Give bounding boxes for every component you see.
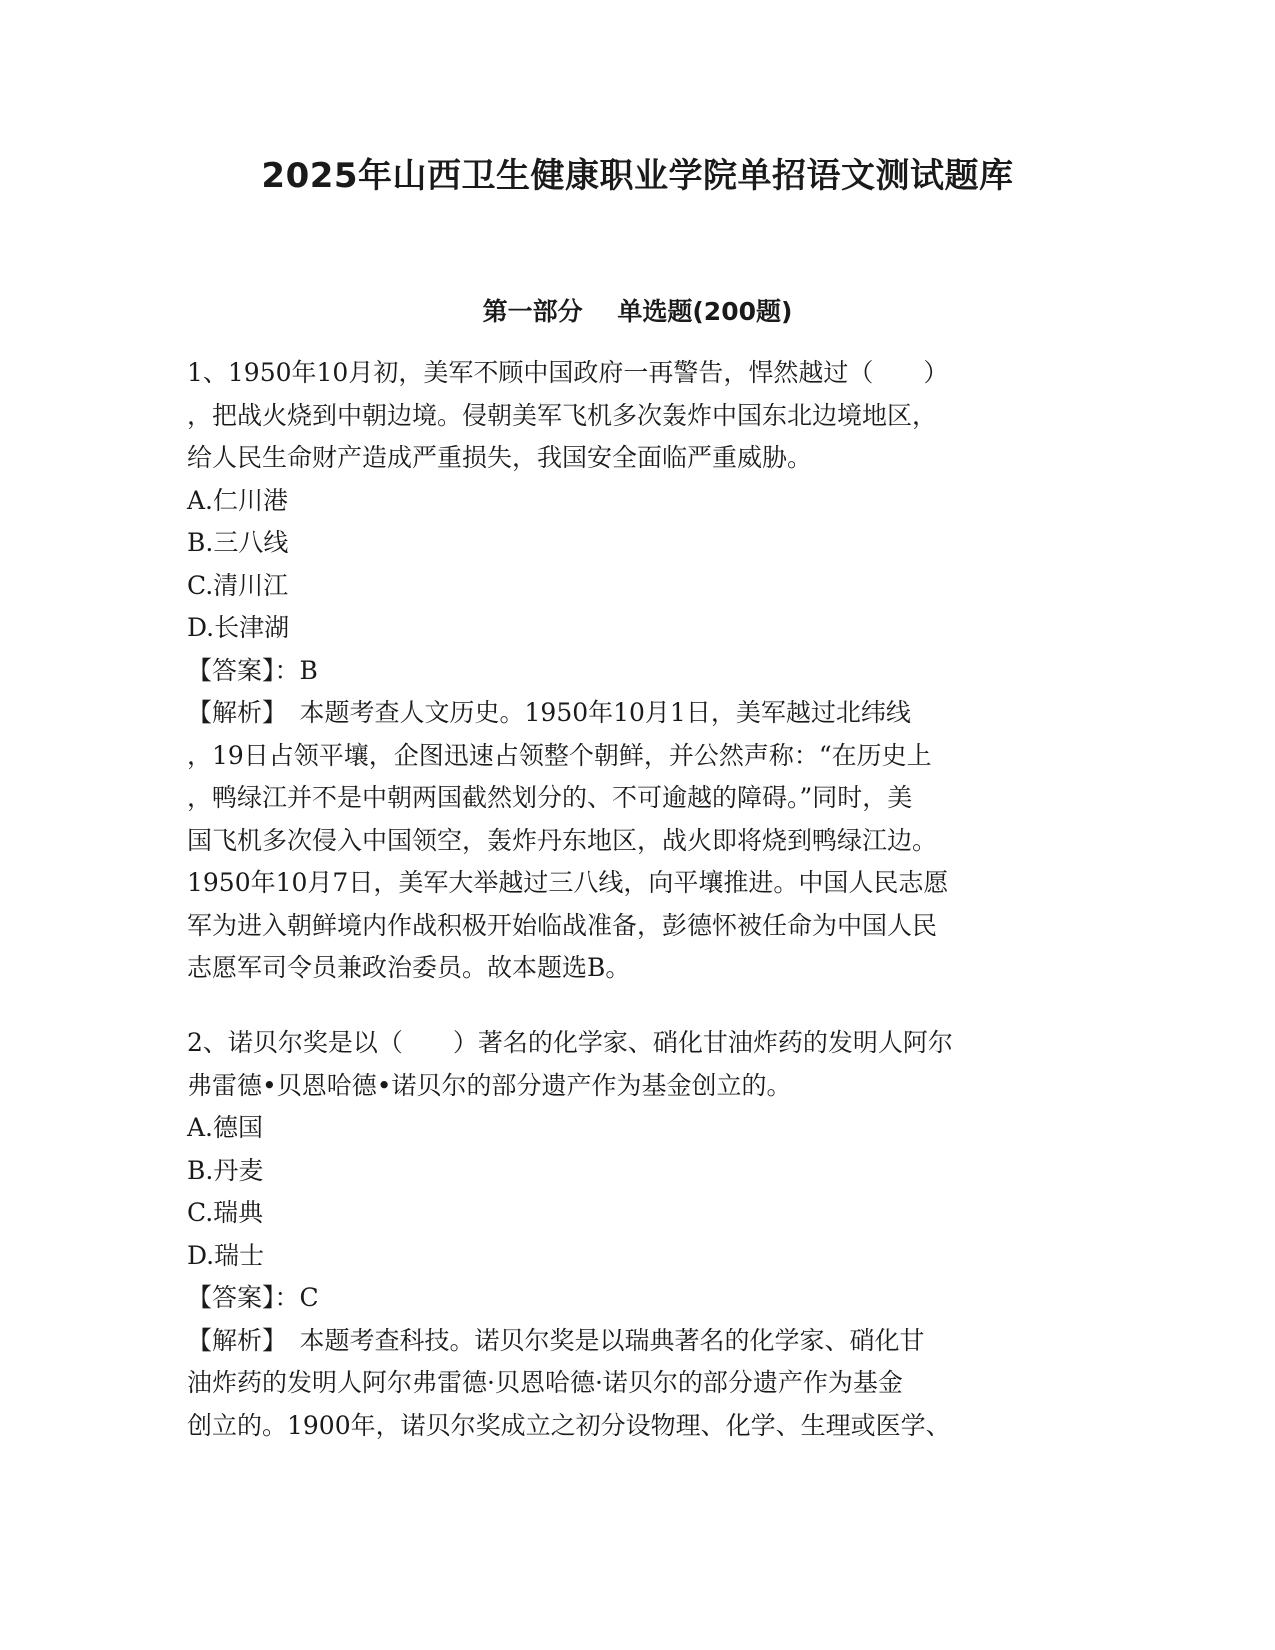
option-d: D.长津湖 bbox=[187, 613, 290, 642]
question-stem-line: 弗雷德•贝恩哈德•诺贝尔的部分遗产作为基金创立的。 bbox=[187, 1070, 792, 1100]
question-stem-line: 2、诺贝尔奖是以（ ）著名的化学家、硝化甘油炸药的发明人阿尔 bbox=[187, 1028, 953, 1057]
analysis-line: 创立的。1900年，诺贝尔奖成立之初分设物理、化学、生理或医学、 bbox=[187, 1410, 951, 1440]
option-b: B.三八线 bbox=[187, 528, 289, 557]
analysis-line: 油炸药的发明人阿尔弗雷德·贝恩哈德·诺贝尔的部分遗产作为基金 bbox=[187, 1368, 903, 1397]
answer-line: 【答案】：C bbox=[187, 1283, 319, 1312]
answer-line: 【答案】：B bbox=[187, 655, 318, 685]
document-title: 2025年山西卫生健康职业学院单招语文测试题库 bbox=[261, 156, 1014, 196]
analysis-line: 军为进入朝鲜境内作战积极开始临战准备，彭德怀被任命为中国人民 bbox=[187, 910, 938, 940]
analysis-line: 1950年10月7日，美军大举越过三八线，向平壤推进。中国人民志愿 bbox=[187, 868, 949, 897]
option-c: C.清川江 bbox=[187, 570, 289, 600]
analysis-line: ，19日占领平壤，企图迅速占领整个朝鲜，并公然声称：“在历史上 bbox=[187, 740, 932, 770]
question-stem-line: ，把战火烧到中朝边境。侵朝美军飞机多次轰炸中国东北边境地区， bbox=[187, 400, 938, 430]
question-stem-line: 给人民生命财产造成严重损失，我国安全面临严重威胁。 bbox=[187, 443, 813, 472]
option-d: D.瑞士 bbox=[187, 1240, 265, 1270]
question-2 bbox=[187, 1022, 1087, 1447]
question-stem-line: 1、1950年10月初，美军不顾中国政府一再警告，悍然越过（ ） bbox=[187, 358, 949, 387]
option-a: A.德国 bbox=[187, 1113, 264, 1142]
question-1 bbox=[187, 352, 1087, 990]
analysis-line: 【解析】 本题考查科技。诺贝尔奖是以瑞典著名的化学家、硝化甘 bbox=[187, 1325, 925, 1355]
analysis-line: ，鸭绿江并不是中朝两国截然划分的、不可逾越的障碍。”同时，美 bbox=[187, 783, 913, 812]
analysis-line: 【解析】 本题考查人文历史。1950年10月1日，美军越过北纬线 bbox=[187, 698, 911, 727]
option-c: C.瑞典 bbox=[187, 1198, 264, 1227]
section-title: 第一部分 单选题(200题) bbox=[482, 297, 793, 326]
analysis-line: 国飞机多次侵入中国领空，轰炸丹东地区，战火即将烧到鸭绿江边。 bbox=[187, 825, 938, 855]
option-b: B.丹麦 bbox=[187, 1155, 264, 1185]
analysis-line: 志愿军司令员兼政治委员。故本题选B。 bbox=[187, 953, 631, 982]
option-a: A.仁川港 bbox=[187, 485, 289, 515]
